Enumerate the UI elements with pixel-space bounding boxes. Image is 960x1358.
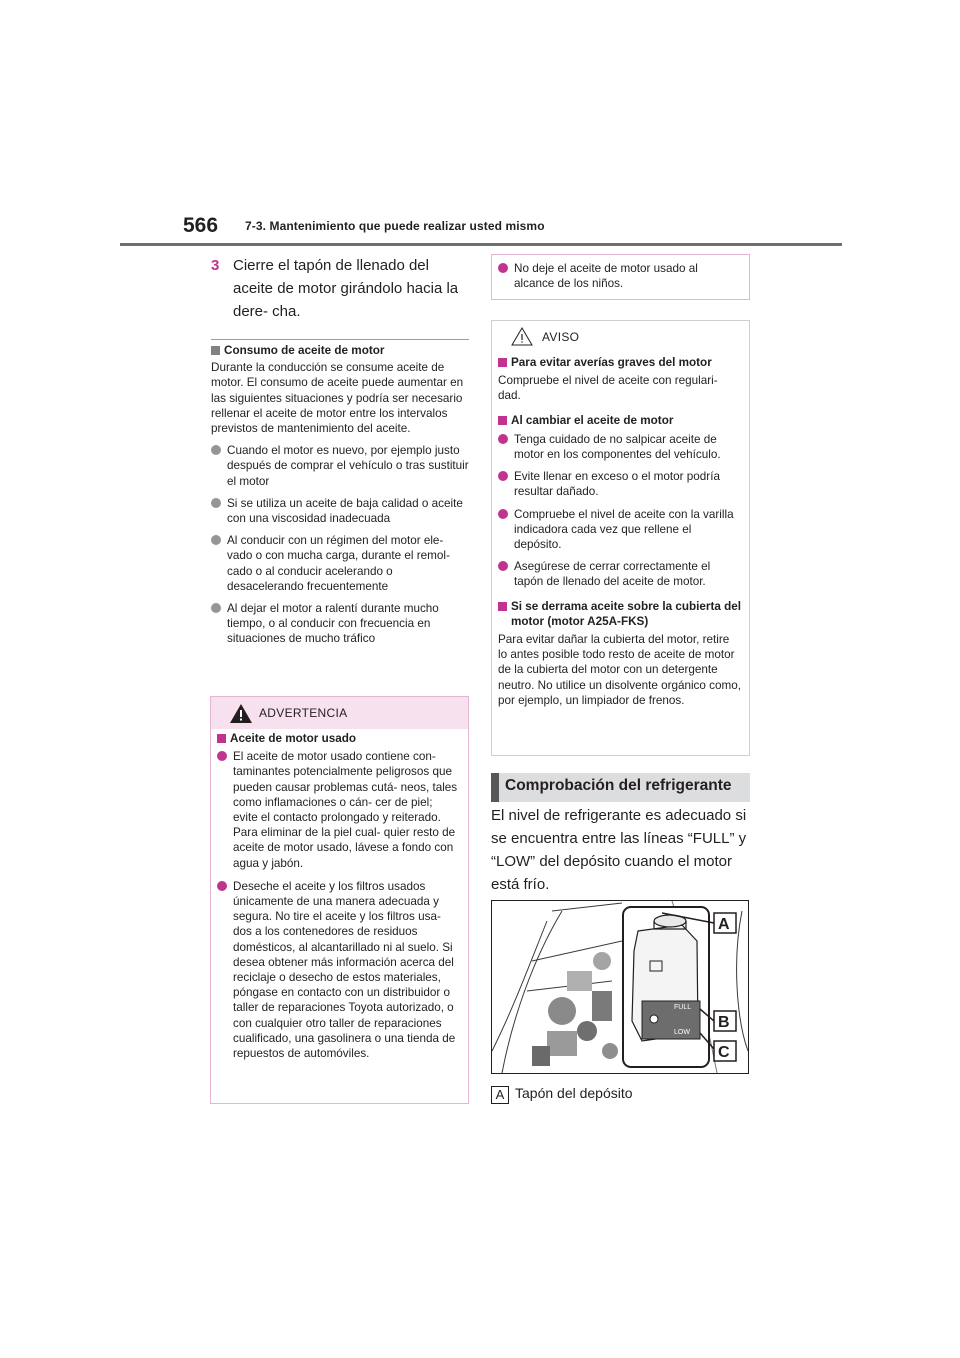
bullet-icon (211, 445, 221, 455)
bullet-icon (217, 751, 227, 761)
square-bullet-icon (498, 416, 507, 425)
step-text: Cierre el tapón de llenado del aceite de motor girándolo hacia la dere- cha. (233, 257, 459, 320)
oil-consumption-intro: Durante la conducción se consume aceite de motor. El consumo de aceite puede aumentar en las siguientes situaciones y podría ser necesario rellenar el aceite de motor entre los intervalos previstos de mantenimiento del aceite. (211, 361, 464, 436)
low-mark: LOW (674, 1029, 690, 1036)
notice-heading: Al cambiar el aceite de motor (498, 413, 741, 428)
notice-text: Compruebe el nivel de aceite con regulari- dad. (498, 374, 718, 403)
list-item: Tenga cuidado de no salpicar aceite de motor en los componentes del vehículo. (498, 432, 741, 462)
bullet-icon (211, 603, 221, 613)
divider (211, 339, 469, 340)
notice-text: Para evitar dañar la cubierta del motor, retire lo antes posible todo resto de aceite de motor de la cubierta del motor con un detergente neutro. No utilice un disolvente orgánico como, por ejemplo, un limpiador de frenos. (498, 633, 741, 707)
callout-b: B (718, 1014, 730, 1031)
list-item: Al dejar el motor a ralentí durante mucho tiempo, o al conducir con frecuencia en situaciones de mucho tráfico (211, 601, 469, 647)
warning-label: ADVERTENCIA (259, 706, 348, 720)
section-title: 7-3. Mantenimiento que puede realizar usted mismo (245, 219, 545, 233)
bullet-icon (498, 434, 508, 444)
square-bullet-icon (498, 358, 507, 367)
oil-consumption-notes (211, 343, 469, 647)
list-item: Cuando el motor es nuevo, por ejemplo justo después de comprar el vehículo o tras sustituir el motor (211, 443, 469, 489)
warning-header (211, 697, 468, 729)
figure-caption (491, 1085, 633, 1104)
engine-bay-illustration (492, 901, 748, 1073)
bullet-icon (498, 263, 508, 273)
list-item: Asegúrese de cerrar correctamente el tapón de llenado del aceite de motor. (498, 559, 741, 589)
notice-label: AVISO (542, 330, 580, 344)
caption-text: Tapón del depósito (515, 1085, 633, 1101)
callout-a: A (718, 916, 730, 933)
notice-header (492, 321, 749, 353)
list-item: No deje el aceite de motor usado al alcance de los niños. (498, 261, 741, 291)
square-bullet-icon (498, 602, 507, 611)
caption-badge: A (491, 1086, 509, 1104)
warning-box-continued (491, 254, 750, 300)
list-item: Al conducir con un régimen del motor ele- vado o con mucha carga, durante el remol- cado o al conducir acelerando o desacelerando frecuentemente (211, 533, 469, 594)
notice-box (491, 320, 750, 756)
bullet-icon (498, 561, 508, 571)
bullet-icon (211, 535, 221, 545)
list-item: Evite llenar en exceso o el motor podría resultar dañado. (498, 469, 741, 499)
warning-box (210, 696, 469, 1104)
coolant-heading: Comprobación del refrigerante (491, 773, 750, 802)
full-mark: FULL (674, 1004, 692, 1011)
bullet-icon (498, 509, 508, 519)
page-number: 566 (183, 214, 219, 237)
header-rule (120, 243, 842, 246)
warning-heading: Aceite de motor usado (217, 731, 460, 746)
bullet-icon (211, 498, 221, 508)
bullet-icon (498, 471, 508, 481)
step-number: 3 (211, 257, 220, 274)
caution-triangle-icon (511, 327, 533, 346)
coolant-text: El nivel de refrigerante es adecuado si se encuentra entre las líneas “FULL” y “LOW” del depósito cuando el motor está frío. (491, 807, 747, 893)
notice-heading: Si se derrama aceite sobre la cubierta del motor (motor A25A-FKS) (498, 599, 741, 629)
square-bullet-icon (217, 734, 226, 743)
list-item: Deseche el aceite y los filtros usados únicamente de una manera adecuada y segura. No tire el aceite y los filtros usa- dos a los contenedores de residuos domésticos, al alcantarillado ni al suelo. Si desea obtener más información acerca del reciclaje o desecho de estos materiales, póngase en contacto con un distribuidor o taller de reparaciones Toyota autorizado, o con cualquier otro taller de reparaciones cualificado, una gasolinera o una tienda de repuestos de automóviles. (217, 879, 460, 1061)
square-bullet-icon (211, 346, 220, 355)
warning-triangle-icon (230, 704, 252, 723)
notice-heading: Para evitar averías graves del motor (498, 355, 741, 370)
callout-c: C (718, 1044, 730, 1061)
step-3 (211, 254, 473, 323)
oil-consumption-heading: Consumo de aceite de motor (211, 343, 469, 358)
list-item: El aceite de motor usado contiene con- taminantes potencialmente peligrosos que pueden causar problemas cutá- neos, tales como inflamaciones o cán- cer de piel; evite el contacto prolongado y reiterado. Para eliminar de la piel cual- quier resto de aceite de motor usado, lávese a fondo con agua y jabón. (217, 749, 460, 871)
list-item: Si se utiliza un aceite de baja calidad o aceite con una viscosidad inadecuada (211, 496, 469, 526)
list-item: Compruebe el nivel de aceite con la varilla indicadora cada vez que rellene el depósito. (498, 507, 741, 553)
bullet-icon (217, 881, 227, 891)
coolant-reservoir-figure (491, 900, 749, 1074)
